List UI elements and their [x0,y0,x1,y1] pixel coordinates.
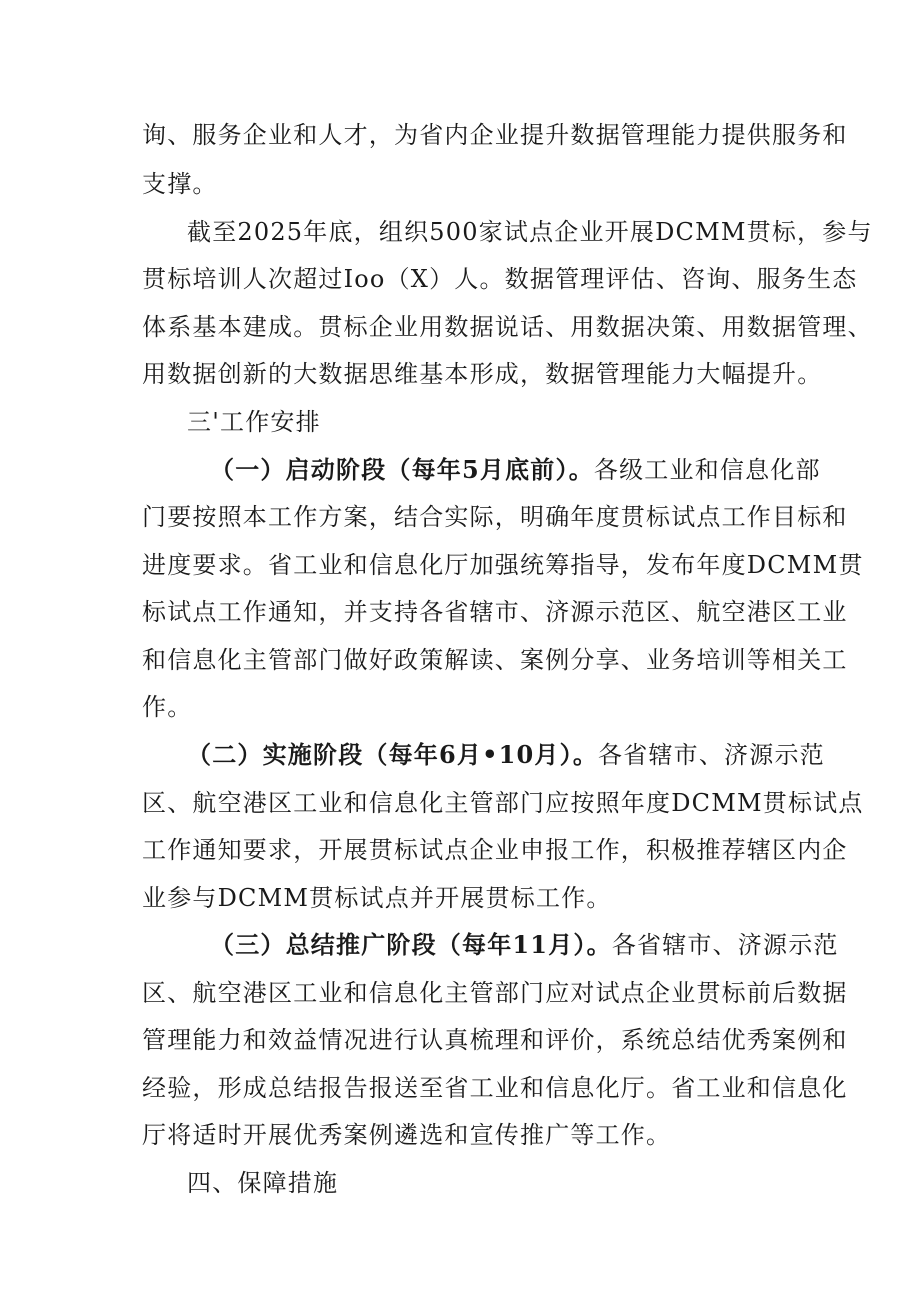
body-text-line: 体系基本建成。贯标企业用数据说话、用数据决策、用数据管理、 [142,313,873,341]
body-text-line: 用数据创新的大数据思维基本形成，数据管理能力大幅提升。 [142,360,823,388]
body-text-line: 贯标培训人次超过Ioo（X）人。数据管理评估、咨询、服务生态 [142,265,858,293]
body-text-line: 区、航空港区工业和信息化主管部门应对试点企业贯标前后数据 [142,979,848,1007]
body-text-line: 门要按照本工作方案，结合实际，明确年度贯标试点工作目标和 [142,503,848,531]
body-text: 各省辖市、济源示范 [611,931,839,959]
body-text-line: 截至2025年底，组织500家试点企业开展DCMM贯标，参与 [187,218,873,246]
body-text-line: 工作通知要求，开展贯标试点企业申报工作，积极推荐辖区内企 [142,836,848,864]
stage-title: （一）启动阶段（每年5月底前）。 [210,455,594,484]
body-text-line: 支撑。 [142,170,218,198]
body-text-line: 进度要求。省工业和信息化厅加强统筹指导，发布年度DCMM贯 [142,551,864,579]
body-text-line: 厅将适时开展优秀案例遴选和宣传推广等工作。 [142,1121,672,1149]
stage-title: （二）实施阶段（每年6月•10月）。 [187,740,599,769]
body-text-line: 和信息化主管部门做好政策解读、案例分享、业务培训等相关工 [142,646,848,674]
section-heading: 三'工作安排 [187,408,321,436]
body-text-line: 管理能力和效益情况进行认真梳理和评价，系统总结优秀案例和 [142,1026,848,1054]
body-text-line: 经验，形成总结报告报送至省工业和信息化厅。省工业和信息化 [142,1074,848,1102]
body-text-line: 业参与DCMM贯标试点并开展贯标工作。 [142,884,612,912]
stage-paragraph-first-line [210,930,860,960]
body-text: 各省辖市、济源示范 [598,741,825,769]
stage-title: （三）总结推广阶段（每年11月）。 [210,930,612,959]
section-heading: 四、保障措施 [187,1169,339,1197]
body-text-line: 询、服务企业和人才，为省内企业提升数据管理能力提供服务和 [142,121,848,149]
body-text-line: 标试点工作通知，并支持各省辖市、济源示范区、航空港区工业 [142,598,848,626]
body-text-line: 区、航空港区工业和信息化主管部门应按照年度DCMM贯标试点 [142,789,864,817]
body-text-line: 作。 [142,693,193,721]
stage-paragraph-first-line [210,455,860,485]
stage-paragraph-first-line [187,740,837,770]
body-text: 各级工业和信息化部 [593,456,821,484]
